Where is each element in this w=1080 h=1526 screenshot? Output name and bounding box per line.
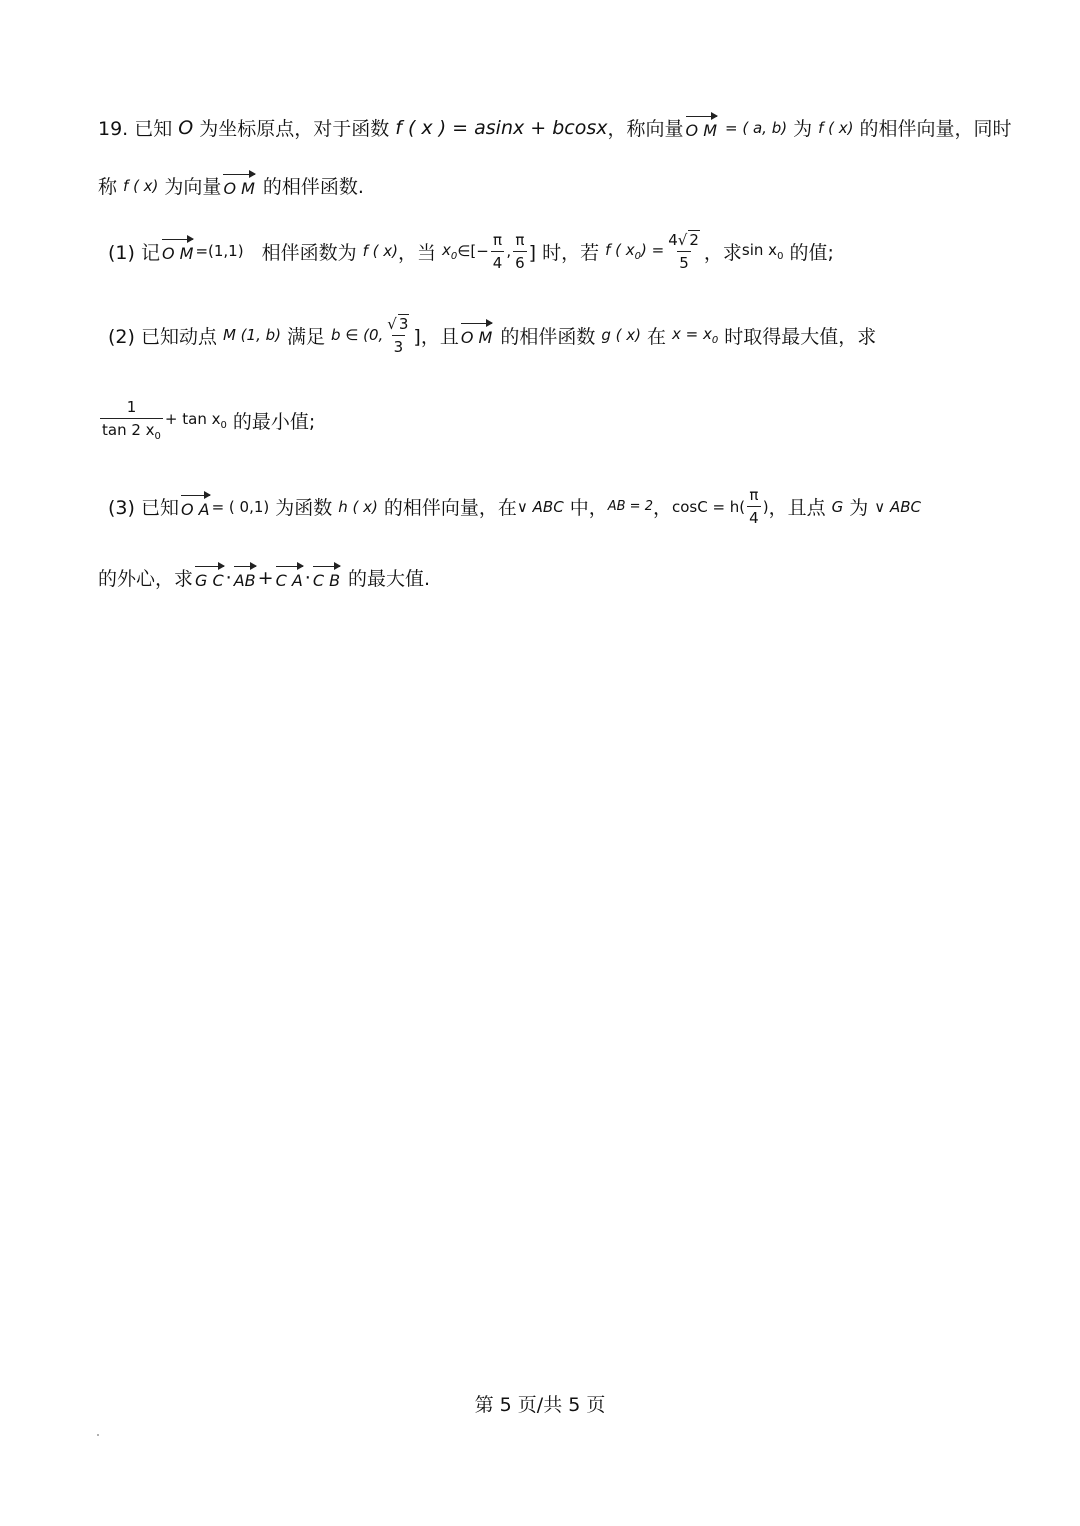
ab-equals-2: AB = 2 bbox=[607, 499, 653, 514]
function-fx0: f ( $x_0$) = bbox=[605, 240, 665, 262]
point-m: M (1, b) bbox=[222, 326, 281, 344]
part3-line1 bbox=[108, 486, 921, 527]
q19-text: 为坐标原点，对于函数 bbox=[199, 118, 390, 140]
part1-text: ，当 bbox=[398, 241, 437, 264]
q19-line2 bbox=[98, 172, 364, 199]
q19-text: 为 bbox=[793, 118, 813, 140]
q19-text: 的相伴向量，同时 bbox=[859, 118, 1012, 140]
part1-text: (1) 记 bbox=[108, 241, 160, 264]
triangle-abc: ∨ ABC bbox=[516, 497, 564, 516]
part3-text: 的相伴向量，在 bbox=[383, 497, 517, 519]
part3-text: 的外心，求 bbox=[98, 568, 194, 590]
function-hx: h ( x) bbox=[338, 497, 378, 516]
part1-text: 相伴函数为 bbox=[261, 241, 357, 264]
plus-operator: + bbox=[257, 566, 274, 589]
part3-text: ，且点 bbox=[768, 497, 826, 519]
q19-text: 19. 已知 bbox=[98, 118, 173, 140]
part2-text: 满足 bbox=[286, 325, 325, 348]
part3-text: ， bbox=[652, 497, 672, 519]
origin-symbol: O bbox=[178, 116, 194, 139]
interval-open: ∈[− bbox=[457, 242, 489, 260]
part3-text: (3) 已知 bbox=[108, 497, 179, 519]
dot-operator: · bbox=[304, 566, 311, 589]
scan-speck bbox=[97, 1434, 99, 1436]
triangle-abc: ∨ ABC bbox=[874, 497, 922, 516]
function-fx: f ( x) bbox=[362, 242, 399, 260]
x-equals-x0: $x = x_0$ bbox=[671, 324, 719, 346]
part2-line1 bbox=[108, 314, 876, 356]
tan-x0: + $\tan x_0$ bbox=[164, 409, 227, 431]
vector-oa: O A bbox=[181, 495, 210, 519]
fraction-pi-6: $\frac{\pi}{6}$ bbox=[515, 230, 525, 272]
part3-text: 为 bbox=[849, 497, 869, 519]
part1-text: 的值; bbox=[789, 241, 834, 264]
part2-text: (2) 已知动点 bbox=[108, 325, 217, 348]
point-g: G bbox=[831, 497, 844, 516]
part2-text: 的最小值; bbox=[232, 410, 316, 433]
function-gx: g ( x) bbox=[601, 326, 641, 344]
vector-ab: AB bbox=[234, 566, 256, 590]
vector-om: O M bbox=[162, 239, 193, 263]
fraction-pi-4: $\frac{\pi}{4}$ bbox=[492, 230, 503, 272]
function-definition: f ( x ) = asinx + bcosx bbox=[395, 116, 608, 139]
comma: , bbox=[506, 242, 512, 260]
part2-text: 在 bbox=[646, 325, 666, 348]
fraction-1-tan2x0: $\frac{1}{\tan 2 x_0}$ bbox=[102, 398, 161, 442]
close-paren: ) bbox=[762, 497, 769, 516]
part3-text: 中， bbox=[569, 497, 608, 519]
part2-text: 的相伴函数 bbox=[500, 325, 596, 348]
q19-text: 的相伴函数. bbox=[262, 176, 364, 198]
vector-om: O M bbox=[461, 323, 492, 347]
cos-c: cosC = h( bbox=[671, 497, 746, 516]
fraction-pi-4: $\frac{\pi}{4}$ bbox=[749, 486, 759, 527]
q19-line1 bbox=[98, 114, 1012, 141]
part1-line bbox=[108, 230, 834, 272]
fraction-4root2-5: $\frac{4√ 2}{5}$ bbox=[668, 231, 699, 272]
part1-text: ，求 bbox=[703, 241, 742, 264]
sin-x0: $\sin x_0$ bbox=[741, 240, 784, 262]
vector-value: = ( a, b) bbox=[725, 118, 788, 137]
part3-line2 bbox=[98, 564, 430, 591]
part1-text: ] 时，若 bbox=[528, 241, 600, 264]
part2-text: 时取得最大值，求 bbox=[724, 325, 877, 348]
q19-text: ，称向量 bbox=[607, 118, 684, 140]
q19-text: 为向量 bbox=[164, 176, 222, 198]
part2-line2 bbox=[98, 398, 315, 442]
dot-operator: · bbox=[225, 566, 232, 589]
vector-om: O M bbox=[223, 174, 254, 198]
page-footer: 第 5 页/共 5 页 bbox=[474, 1394, 606, 1416]
part2-text: ]，且 bbox=[413, 325, 459, 348]
function-fx: f ( x) bbox=[123, 176, 159, 195]
vector-gc: G C bbox=[195, 566, 224, 590]
part3-text: 的最大值. bbox=[348, 568, 431, 590]
vector-value: = ( 0,1) bbox=[211, 497, 270, 516]
vector-value: =(1,1) bbox=[195, 242, 244, 260]
q19-text: 称 bbox=[98, 176, 118, 198]
part3-text: 为函数 bbox=[275, 497, 333, 519]
vector-ca: C A bbox=[276, 566, 303, 590]
vector-cb: C B bbox=[313, 566, 340, 590]
b-interval: b ∈ (0, bbox=[331, 326, 384, 344]
function-fx: f ( x) bbox=[818, 118, 854, 137]
variable-x0: $x_0$ bbox=[442, 240, 458, 262]
vector-om: O M bbox=[686, 116, 717, 140]
fraction-root3-3: $\frac{√ 3}{3}$ bbox=[387, 315, 409, 356]
